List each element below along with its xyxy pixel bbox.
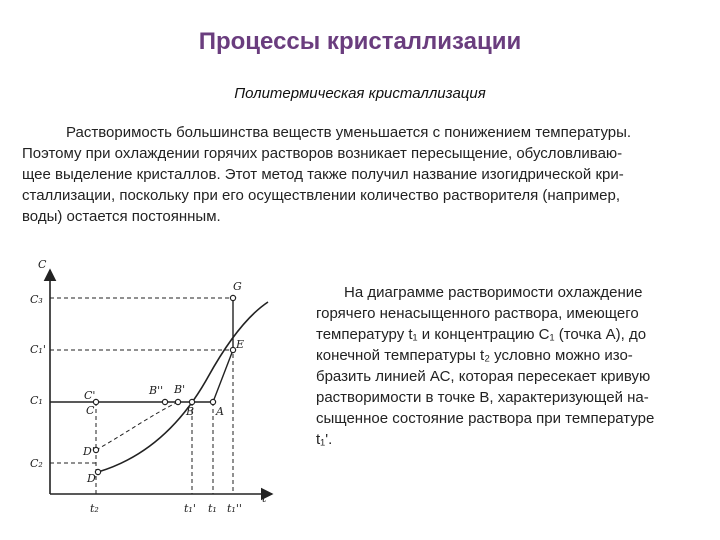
description-line: бразить линией АС, которая пересекает кривую	[316, 368, 651, 385]
paragraph-line: сталлизации, поскольку при его осуществлении количество растворителя (например,	[22, 187, 621, 204]
description-line: сыщенное состояние раствора при температуре	[316, 410, 655, 427]
point-label: B''	[149, 384, 164, 397]
point-label: C	[86, 404, 95, 417]
supersaturation-curve	[96, 402, 178, 450]
description-line: горячего ненасыщенного раствора, имеющего	[316, 305, 639, 322]
description-line: На диаграмме растворимости охлаждение	[344, 284, 643, 301]
solubility-diagram	[28, 252, 278, 524]
point-label: A	[216, 405, 224, 418]
description-line: температуру t₁ и концентрацию C₁ (точка А), до	[316, 326, 647, 343]
x-tick-label: t₁'	[184, 502, 196, 515]
x-axis-label: t	[262, 492, 267, 505]
point-g	[230, 295, 235, 300]
intro-paragraph	[22, 122, 702, 227]
point-label: D	[87, 472, 96, 485]
point-label: E	[236, 338, 245, 351]
point-label: B'	[174, 383, 186, 396]
y-tick-label: C₂	[30, 457, 43, 470]
point-label: G	[233, 280, 242, 293]
point-label: D'	[83, 445, 95, 458]
point-d	[95, 469, 100, 474]
paragraph-line: щее выделение кристаллов. Этот метод также получил название изогидрической кри-	[22, 166, 624, 183]
point-e	[230, 347, 235, 352]
paragraph-line: воды) остается постоянным.	[22, 208, 221, 225]
point-b	[189, 399, 194, 404]
y-tick-label: C₃	[30, 293, 43, 306]
diagram-description	[316, 282, 696, 450]
point-b2	[162, 399, 167, 404]
description-line: t₁'.	[316, 431, 333, 448]
x-tick-label: t₁''	[227, 502, 242, 515]
description-line: конечной температуры t₂ условно можно изо-	[316, 347, 633, 364]
x-tick-label: t₂	[90, 502, 99, 515]
point-label: C'	[84, 389, 96, 402]
page-title: Процессы кристаллизации	[198, 28, 522, 55]
page-subtitle: Политермическая кристаллизация	[234, 85, 486, 102]
paragraph-line: Растворимость большинства веществ уменьшается с понижением температуры.	[66, 124, 632, 141]
point-b1	[175, 399, 180, 404]
y-tick-label: C₁'	[30, 343, 46, 356]
line-ae	[213, 350, 233, 402]
point-label: B	[186, 405, 195, 418]
y-tick-label: C₁	[30, 394, 43, 407]
point-a	[210, 399, 215, 404]
description-line: растворимости в точке В, характеризующей на-	[316, 389, 649, 406]
x-tick-label: t₁	[208, 502, 217, 515]
y-axis-label: C	[38, 258, 47, 271]
paragraph-line: Поэтому при охлаждении горячих растворов возникает пересыщение, обусловливаю-	[22, 145, 623, 162]
